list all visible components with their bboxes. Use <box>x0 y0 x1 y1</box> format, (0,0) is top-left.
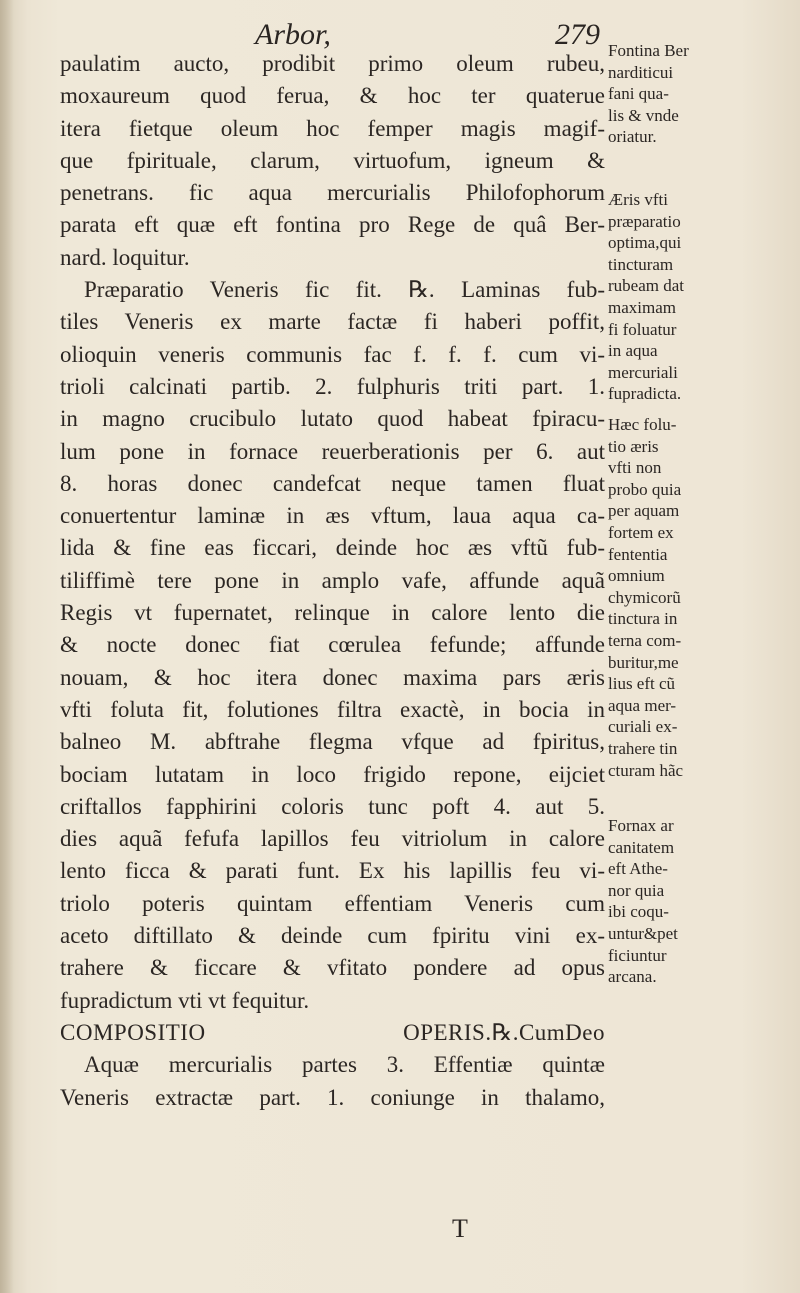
margin-note-line: rubeam dat <box>608 276 684 296</box>
gutter-shadow <box>0 0 14 1293</box>
margin-note-line: oriatur. <box>608 127 657 147</box>
text-line: dies aquã fefufa lapillos feu vitriolum in calore <box>60 826 605 852</box>
text-line: tiles Veneris ex marte factæ fi haberi poffit, <box>60 309 605 335</box>
margin-note-line: tinctura in <box>608 609 678 629</box>
margin-note-line: mercuriali <box>608 362 678 382</box>
margin-note-line: fupradicta. <box>608 384 682 404</box>
text-line: trahere & ficcare & vfitato pondere ad opus <box>60 955 605 981</box>
text-line: aceto diftillato & deinde cum fpiritu vini ex- <box>60 923 605 949</box>
margin-note-line: terna com- <box>608 630 682 650</box>
margin-note-line: fortem ex <box>608 522 674 542</box>
margin-note-line: probo quia <box>608 479 682 499</box>
text-line: vfti foluta fit, folutiones filtra exactè, in bocia in <box>60 696 605 722</box>
text-line: in magno crucibulo lutato quod habeat fpiracu- <box>60 406 605 432</box>
text-line: conuertentur laminæ in æs vftum, laua aqua ca- <box>60 503 605 529</box>
margin-note-line: trahere tin <box>608 738 678 758</box>
margin-note-line: nor quia <box>608 880 665 900</box>
margin-note-line: ficiuntur <box>608 945 667 965</box>
text-line: trioli calcinati partib. 2. fulphuris triti part. 1. <box>60 373 605 399</box>
text-line: fupradictum vti vt fequitur. <box>60 987 310 1013</box>
text-line: & nocte donec fiat cœrulea fefunde; affunde <box>60 632 605 658</box>
text-line: 8. horas donec candefcat neque tamen fluat <box>60 470 605 496</box>
margin-note <box>608 40 792 148</box>
margin-note-line: canitatem <box>608 837 675 857</box>
margin-note-line: in aqua <box>608 341 658 361</box>
margin-note-line: omnium <box>608 566 665 586</box>
text-line: triolo poteris quintam effentiam Veneris cum <box>60 890 605 916</box>
margin-note-line: untur&pet <box>608 923 678 943</box>
margin-note-line: fententia <box>608 544 668 564</box>
text-line: lum pone in fornace reuerberationis per 6. aut <box>60 438 605 464</box>
margin-note-line: ibi coqu- <box>608 902 669 922</box>
text-line: moxaureum quod ferua, & hoc ter quaterue <box>60 83 605 109</box>
margin-note-line: Fontina Ber <box>608 41 689 60</box>
text-line: lento ficca & parati funt. Ex his lapillis feu vi- <box>60 858 605 884</box>
margin-note-line: Fornax ar <box>608 816 674 835</box>
margin-note-line: vfti non <box>608 458 662 478</box>
text-line: tiliffimè tere pone in amplo vafe, affunde aquã <box>60 567 605 593</box>
text-line: criftallos fapphirini coloris tunc poft 4. aut 5. <box>60 793 605 819</box>
text-line: Regis vt fupernatet, relinque in calore lento die <box>60 600 605 626</box>
margin-note-line: narditicui <box>608 62 674 82</box>
text-line: Aquæ mercurialis partes 3. Effentiæ quintæ <box>84 1052 605 1078</box>
margin-note-line: tincturam <box>608 254 674 274</box>
margin-note-line: eft Athe- <box>608 859 668 879</box>
margin-note-line: fani qua- <box>608 84 669 104</box>
text-line: penetrans. fic aqua mercurialis Philofophorum <box>60 180 605 206</box>
margin-note-line: Æris vfti <box>608 190 668 209</box>
page-header <box>60 12 600 52</box>
text-line: que fpirituale, clarum, virtuofum, igneum & <box>60 147 605 173</box>
margin-note-line: aqua mer- <box>608 695 677 715</box>
margin-note-line: optima,qui <box>608 233 682 253</box>
text-line: parata eft quæ eft fontina pro Rege de quâ Ber- <box>60 212 605 238</box>
text-line: Veneris extractæ part. 1. coniunge in thalamo, <box>60 1084 605 1110</box>
margin-note-line: fi foluatur <box>608 319 677 339</box>
margin-note-line: buritur,me <box>608 652 679 672</box>
margin-note <box>608 414 792 781</box>
margin-note-line: lius eft cũ <box>608 674 676 694</box>
text-line: nouam, & hoc itera donec maxima pars æris <box>60 664 605 690</box>
text-line: lida & fine eas ficcari, deinde hoc æs vftũ fub- <box>60 535 605 561</box>
margin-note <box>608 189 792 405</box>
running-head: Arbor, <box>255 18 331 51</box>
margin-note-line: curiali ex- <box>608 717 678 737</box>
margin-note-line: maximam <box>608 297 676 317</box>
main-text-block <box>60 48 605 1114</box>
page-number: 279 <box>555 18 600 51</box>
text-line: itera fietque oleum hoc femper magis magif- <box>60 115 605 141</box>
text-line: paulatim aucto, prodibit primo oleum rubeu, <box>60 51 605 76</box>
text-line: bociam lutatam in loco frigido repone, eijciet <box>60 761 605 787</box>
text-line: nard. loquitur. <box>60 244 190 270</box>
margin-note-line: cturam hãc <box>608 760 684 780</box>
text-line: balneo M. abftrahe flegma vfque ad fpiritus, <box>60 729 605 755</box>
margin-note-line: Hæc folu- <box>608 415 677 434</box>
margin-note-line: præparatio <box>608 211 681 231</box>
margin-note-line: chymicorũ <box>608 587 681 607</box>
margin-note-line: tio æris <box>608 436 659 456</box>
catchword: T <box>452 1214 468 1243</box>
text-line: COMPOSITIO OPERIS.℞.CumDeo <box>60 1019 605 1045</box>
margin-note-line: lis & vnde <box>608 105 679 125</box>
text-line: Præparatio Veneris fic fit. ℞. Laminas fub- <box>84 277 605 303</box>
margin-note-line: arcana. <box>608 967 657 987</box>
margin-note <box>608 815 792 988</box>
margin-note-line: per aquam <box>608 501 680 521</box>
text-line: olioquin veneris communis fac f. f. f. cum vi- <box>60 341 605 367</box>
